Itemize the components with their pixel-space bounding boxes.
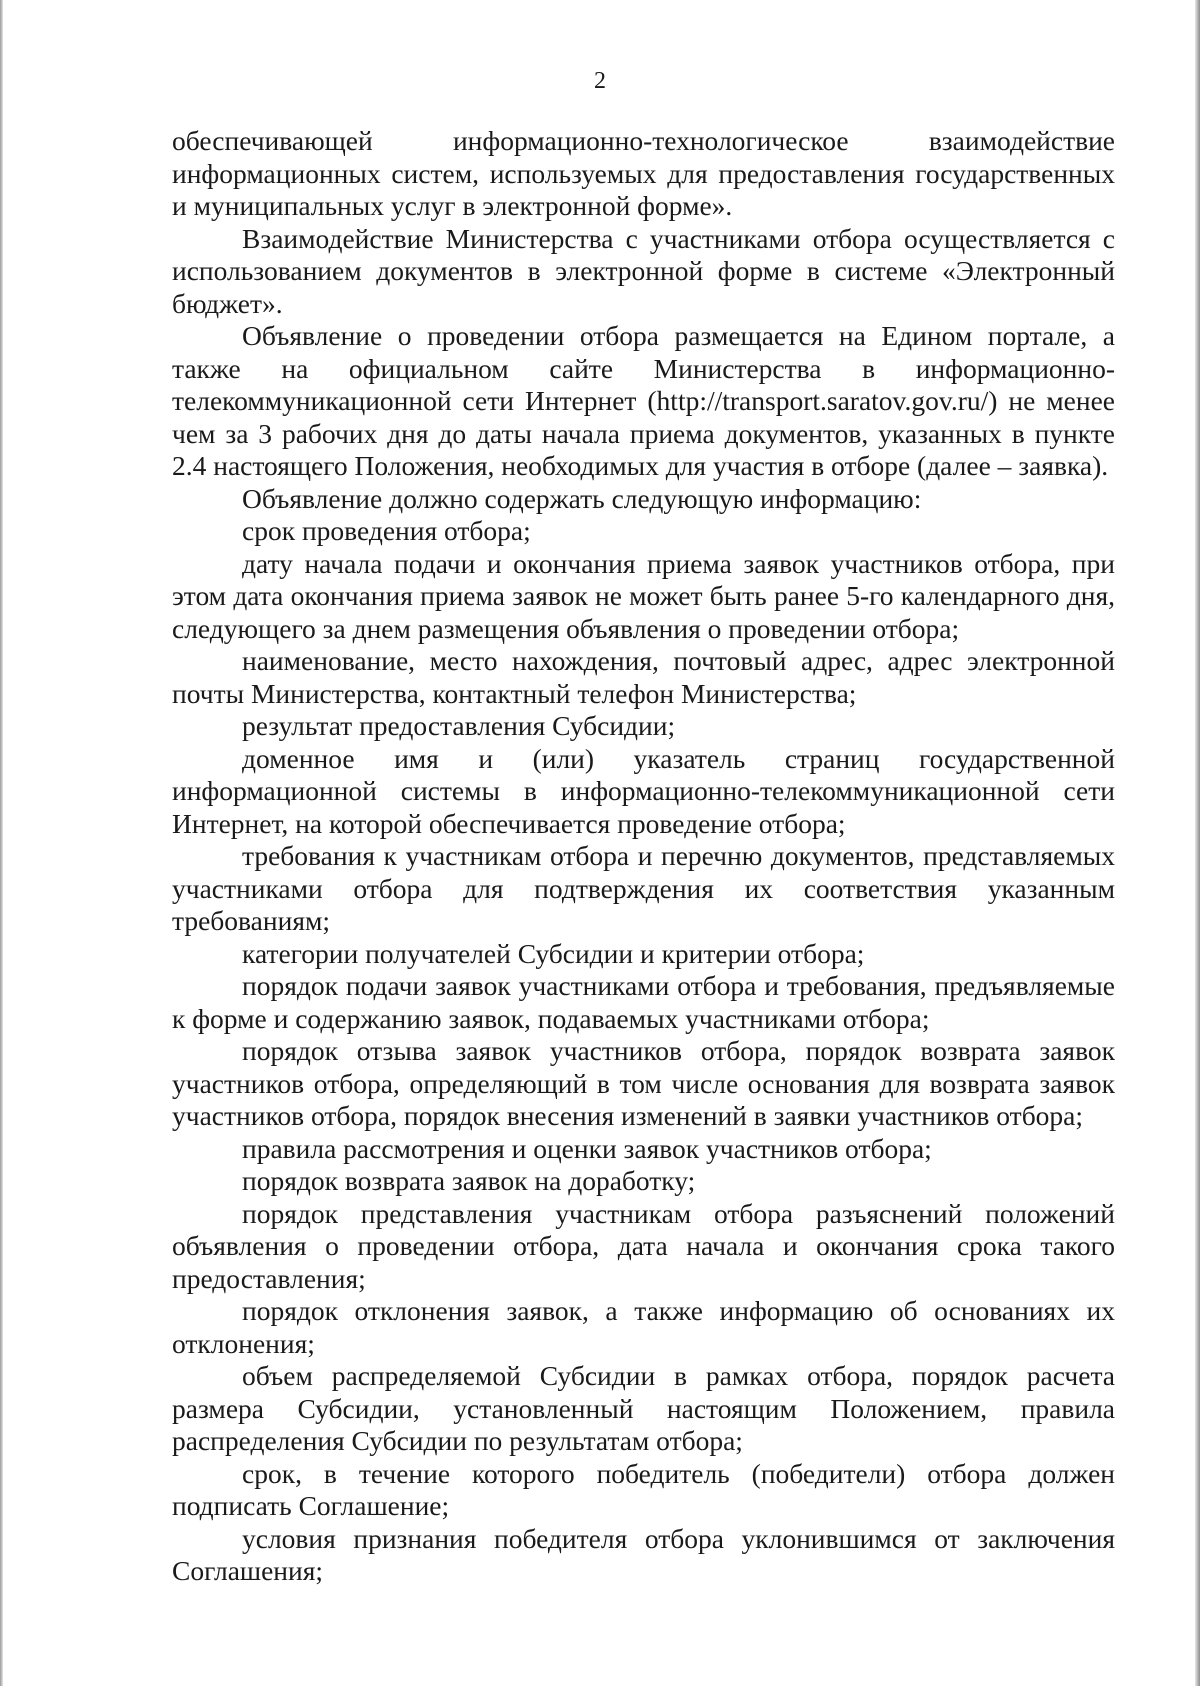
list-item-submission-procedure: порядок подачи заявок участниками отбора и требования, предъявляемые к форме и содержанию заявок, подаваемых участниками отбора; (172, 970, 1115, 1034)
paragraph-announcement-contents-intro: Объявление должно содержать следующую информацию: (242, 482, 922, 514)
page-number: 2 (594, 68, 606, 94)
list-item-signing-deadline: срок, в течение которого победитель (победители) отбора должен подписать Соглашение; (172, 1457, 1115, 1521)
document-body (172, 125, 1115, 1588)
list-item-selection-period: срок проведения отбора; (242, 515, 531, 546)
list-item-application-dates: дату начала подачи и окончания приема заявок участников отбора, при этом дата окончания приема заявок не может быть ранее 5-го календарного дня, следующего за днем размещения объявления о проведении отбора; (172, 547, 1115, 644)
scan-edge-right (1195, 0, 1200, 1686)
list-item-rejection-procedure: порядок отклонения заявок, а также информацию об основаниях их отклонения; (172, 1295, 1115, 1359)
list-item-withdrawal-procedure: порядок отзыва заявок участников отбора, порядок возврата заявок участников отбора, определяющий в том числе основания для возврата заявок участников отбора, порядок внесения изменений в заявки участников отбора; (172, 1035, 1115, 1131)
paragraph-electronic-budget: Взаимодействие Министерства с участниками отбора осуществляется с использованием документов в электронной форме в системе «Электронный бюджет». (172, 222, 1115, 319)
paragraph-continuation: обеспечивающей информационно-технологическое взаимодействие информационных систем, используемых для предоставления государственных и муниципальных услуг в электронной форме». (172, 125, 1115, 221)
list-item-subsidy-volume: объем распределяемой Субсидии в рамках отбора, порядок расчета размера Субсидии, установленный настоящим Положением, правила распределения Субсидии по результатам отбора; (172, 1360, 1115, 1456)
list-item-review-rules: правила рассмотрения и оценки заявок участников отбора; (242, 1132, 932, 1164)
list-item-clarifications: порядок представления участникам отбора разъяснений положений объявления о проведении отбора, дата начала и окончания срока такого предоставления; (172, 1197, 1115, 1294)
list-item-recipient-categories: категории получателей Субсидии и критерии отбора; (242, 937, 865, 969)
list-item-return-for-revision: порядок возврата заявок на доработку; (242, 1165, 696, 1196)
list-item-participant-requirements: требования к участникам отбора и перечню документов, представляемых участниками отбора для подтверждения их соответствия указанным требованиям; (172, 840, 1115, 936)
list-item-evasion-conditions: условия признания победителя отбора уклонившимся от заключения Соглашения; (172, 1522, 1115, 1586)
list-item-subsidy-result: результат предоставления Субсидии; (242, 710, 676, 741)
scan-edge-left (0, 0, 3, 1686)
paragraph-announcement-placement: Объявление о проведении отбора размещается на Едином портале, а также на официальном сайте Министерства в информационно-телекоммуникационной сети Интернет (http://transport.saratov.gov.ru/) не менее чем за 3 рабочих дня до даты начала приема документов, указанных в пункте 2.4 настоящего Положения, необходимых для участия в отборе (далее – заявка). (172, 320, 1115, 481)
list-item-ministry-contacts: наименование, место нахождения, почтовый адрес, адрес электронной почты Министерства, контактный телефон Министерства; (172, 645, 1115, 709)
list-item-domain-name: доменное имя и (или) указатель страниц государственной информационной системы в информационно-телекоммуникационной сети Интернет, на которой обеспечивается проведение отбора; (172, 742, 1115, 839)
